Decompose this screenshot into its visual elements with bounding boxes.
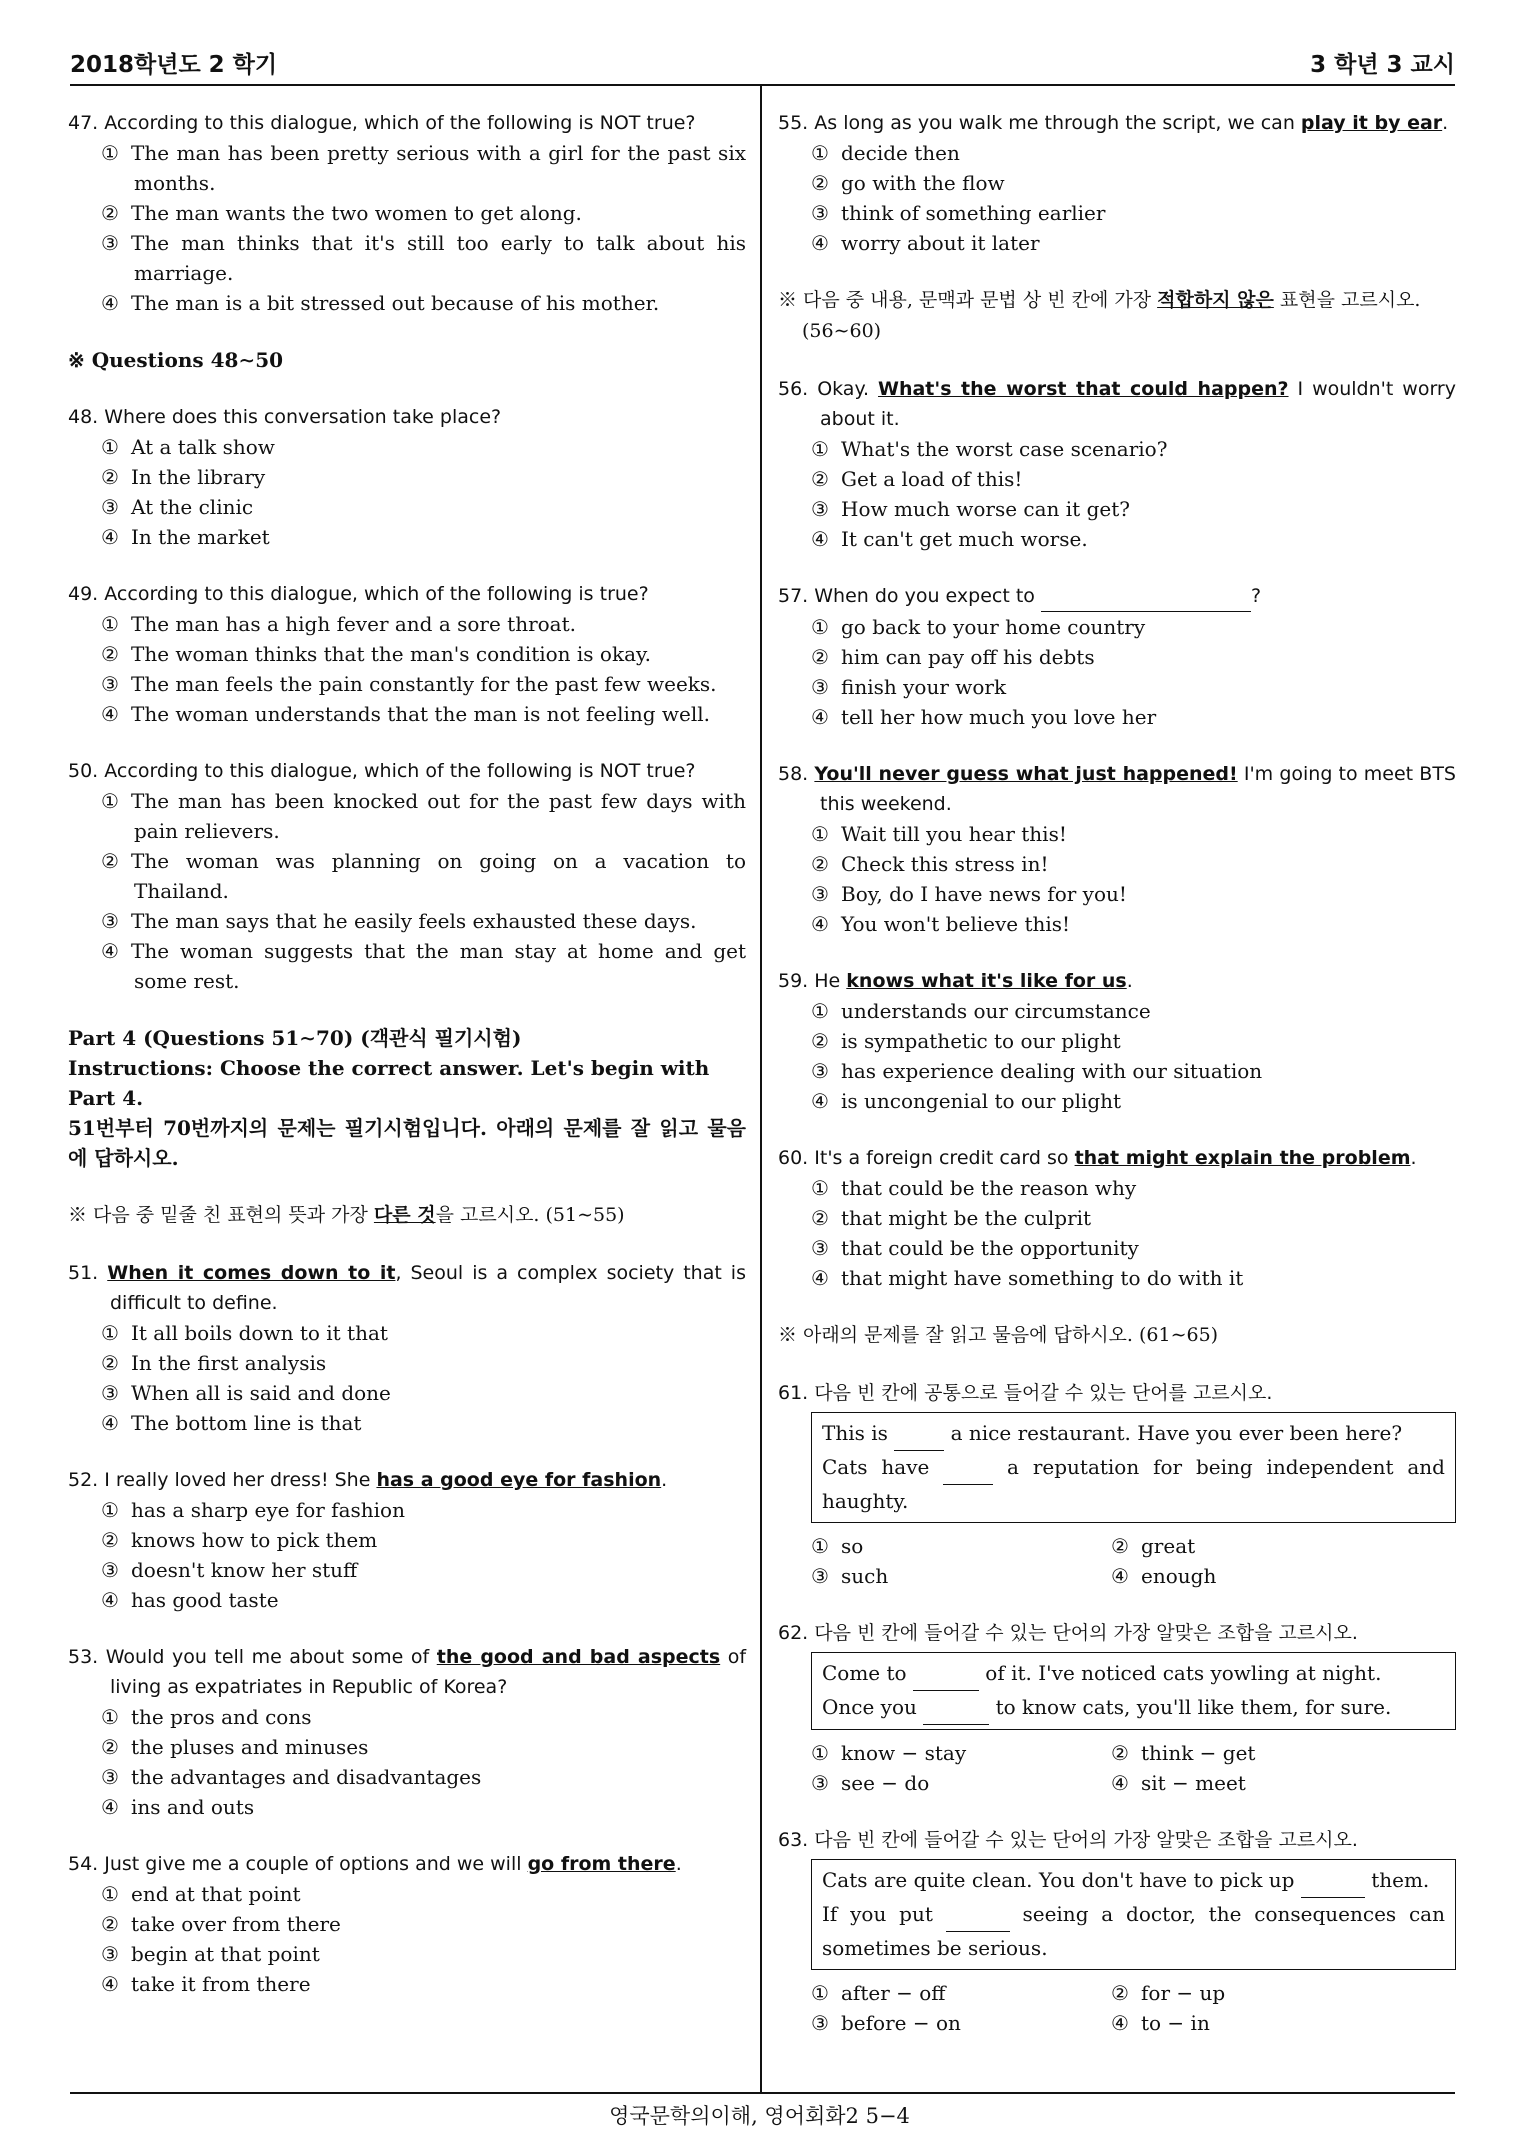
- question-50: 50. According to this dialogue, which of the following is NOT true? ① The man has been knocked out for the past few days with pain relievers. ② The woman was planning on going on a vacation to Thailand. ③ The man says that he easily feels exhausted these days. ④ The woman suggests that the man stay at home and get some rest.: [68, 756, 746, 996]
- grade-period-label: 3 학년 3 교시: [1310, 52, 1455, 78]
- question-63: 63. 다음 빈 칸에 들어갈 수 있는 단어의 가장 알맞은 조합을 고르시오. Cats are quite clean. You don't have to pick up them. If you put seeing a doctor, the consequences can sometimes be serious. ① after − off ② for − up ③ before − on ④ to − in: [778, 1825, 1456, 2038]
- option[interactable]: ④ enough: [1111, 1564, 1217, 1588]
- question-47: 47. According to this dialogue, which of the following is NOT true? ① The man has been pretty serious with a girl for the past six months. ② The man wants the two women to get along. ③ The man thinks that it's still too early to talk about his marriage. ④ The man is a bit stressed out because of his mother.: [68, 108, 746, 318]
- option[interactable]: ① It all boils down to it that: [101, 1321, 388, 1345]
- option-grid: [811, 1978, 1456, 2038]
- option[interactable]: ① What's the worst case scenario?: [811, 437, 1168, 461]
- option[interactable]: ④ The woman suggests that the man stay at home and get some rest.: [101, 939, 746, 993]
- page-header: [70, 38, 1455, 82]
- option-grid: [811, 1531, 1456, 1591]
- part4-instructions: [68, 1023, 746, 1173]
- question-52: 52. I really loved her dress! She has a good eye for fashion. ① has a sharp eye for fashion ② knows how to pick them ③ doesn't know her stuff ④ has good taste: [68, 1465, 746, 1615]
- option[interactable]: ① Wait till you hear this!: [811, 822, 1067, 846]
- option[interactable]: ③ The man feels the pain constantly for the past few weeks.: [101, 672, 717, 696]
- option-grid: [811, 1738, 1456, 1798]
- option[interactable]: ② Get a load of this!: [811, 467, 1023, 491]
- option[interactable]: ② that might be the culprit: [811, 1206, 1092, 1230]
- option[interactable]: ① go back to your home country: [811, 615, 1146, 639]
- option[interactable]: ③ has experience dealing with our situation: [811, 1059, 1263, 1083]
- option[interactable]: ① has a sharp eye for fashion: [101, 1498, 405, 1522]
- option[interactable]: ③ the advantages and disadvantages: [101, 1765, 482, 1789]
- option[interactable]: ④ take it from there: [101, 1972, 311, 1996]
- sentence-box: Cats are quite clean. You don't have to pick up them. If you put seeing a doctor, the consequences can sometimes be serious.: [811, 1859, 1456, 1970]
- option[interactable]: ② The woman thinks that the man's condition is okay.: [101, 642, 652, 666]
- option[interactable]: ④ tell her how much you love her: [811, 705, 1157, 729]
- option[interactable]: ① The man has a high fever and a sore throat.: [101, 612, 576, 636]
- option[interactable]: ③ At the clinic: [101, 495, 254, 519]
- option[interactable]: ① the pros and cons: [101, 1705, 312, 1729]
- option[interactable]: ④ to − in: [1111, 2011, 1210, 2035]
- option[interactable]: ① understands our circumstance: [811, 999, 1151, 1023]
- option[interactable]: ② the pluses and minuses: [101, 1735, 369, 1759]
- option[interactable]: ③ When all is said and done: [101, 1381, 391, 1405]
- option[interactable]: ③ finish your work: [811, 675, 1007, 699]
- answer-blank: [1301, 1864, 1365, 1898]
- option[interactable]: ② In the first analysis: [101, 1351, 327, 1375]
- option[interactable]: ③ The man thinks that it's still too early to talk about his marriage.: [101, 231, 746, 285]
- questions-51-55-note: ※ 다음 중 밑줄 친 표현의 뜻과 가장 다른 것을 고르시오. (51∼55): [68, 1204, 625, 1226]
- question-57: 57. When do you expect to ? ① go back to your home country ② him can pay off his debts ③ finish your work ④ tell her how much you love her: [778, 581, 1456, 732]
- option[interactable]: ② take over from there: [101, 1912, 341, 1936]
- option[interactable]: ① decide then: [811, 141, 960, 165]
- option[interactable]: ③ that could be the opportunity: [811, 1236, 1139, 1260]
- part4-korean-instructions: 51번부터 70번까지의 문제는 필기시험입니다. 아래의 문제를 잘 읽고 물음에 답하시오.: [68, 1116, 746, 1170]
- sentence-box: This is a nice restaurant. Have you ever been here? Cats have a reputation for being independent and haughty.: [811, 1412, 1456, 1523]
- question-55: 55. As long as you walk me through the script, we can play it by ear. ① decide then ② go with the flow ③ think of something earlier ④ worry about it later: [778, 108, 1456, 258]
- question-56: 56. Okay. What's the worst that could happen? I wouldn't worry about it. ① What's the worst case scenario? ② Get a load of this! ③ How much worse can it get? ④ It can't get much worse.: [778, 374, 1456, 554]
- option[interactable]: ③ think of something earlier: [811, 201, 1106, 225]
- option[interactable]: ① The man has been knocked out for the past few days with pain relievers.: [101, 789, 746, 843]
- left-column: [68, 108, 746, 2026]
- option[interactable]: ② is sympathetic to our plight: [811, 1029, 1121, 1053]
- option[interactable]: ① after − off: [811, 1981, 946, 2005]
- option[interactable]: ② The man wants the two women to get along.: [101, 201, 582, 225]
- option[interactable]: ② think − get: [1111, 1741, 1256, 1765]
- questions-61-65-note: ※ 아래의 문제를 잘 읽고 물음에 답하시오. (61∼65): [778, 1324, 1219, 1346]
- option[interactable]: ① know − stay: [811, 1741, 967, 1765]
- option[interactable]: ④ sit − meet: [1111, 1771, 1246, 1795]
- option[interactable]: ② knows how to pick them: [101, 1528, 378, 1552]
- option[interactable]: ④ ins and outs: [101, 1795, 255, 1819]
- part4-english-instructions: Instructions: Choose the correct answer. Let's begin with Part 4.: [68, 1056, 710, 1110]
- option[interactable]: ③ Boy, do I have news for you!: [811, 882, 1127, 906]
- option[interactable]: ② go with the flow: [811, 171, 1005, 195]
- question-61: 61. 다음 빈 칸에 공통으로 들어갈 수 있는 단어를 고르시오. This is a nice restaurant. Have you ever been here? Cats have a reputation for being independent and haughty. ① so ② great ③ such ④ enough: [778, 1378, 1456, 1591]
- option[interactable]: ② The woman was planning on going on a vacation to Thailand.: [101, 849, 746, 903]
- question-62: 62. 다음 빈 칸에 들어갈 수 있는 단어의 가장 알맞은 조합을 고르시오. Come to of it. I've noticed cats yowling at night. Once you to know cats, you'll like them, for sure. ① know − stay ② think − get ③ see − do ④ sit − meet: [778, 1618, 1456, 1798]
- question-60: 60. It's a foreign credit card so that might explain the problem. ① that could be the reason why ② that might be the culprit ③ that could be the opportunity ④ that might have something to do with it: [778, 1143, 1456, 1293]
- answer-blank: [923, 1691, 989, 1725]
- answer-blank: [946, 1898, 1010, 1932]
- question-51: 51. When it comes down to it, Seoul is a complex society that is difficult to define. ① It all boils down to it that ② In the first analysis ③ When all is said and done ④ The bottom line is that: [68, 1258, 746, 1438]
- sentence-box: Come to of it. I've noticed cats yowling at night. Once you to know cats, you'll like them, for sure.: [811, 1652, 1456, 1730]
- right-column: [778, 108, 1456, 2065]
- questions-48-50-note: ※ Questions 48∼50: [68, 348, 284, 372]
- header-rule: [70, 84, 1455, 86]
- option[interactable]: ④ The bottom line is that: [101, 1411, 362, 1435]
- answer-blank: [894, 1417, 944, 1451]
- option[interactable]: ① end at that point: [101, 1882, 301, 1906]
- column-divider: [760, 84, 762, 2092]
- option[interactable]: ① The man has been pretty serious with a girl for the past six months.: [101, 141, 746, 195]
- option[interactable]: ③ begin at that point: [101, 1942, 320, 1966]
- question-53: 53. Would you tell me about some of the good and bad aspects of living as expatriates in Republic of Korea? ① the pros and cons ② the pluses and minuses ③ the advantages and disadvantages ④ ins and outs: [68, 1642, 746, 1822]
- option[interactable]: ④ In the market: [101, 525, 270, 549]
- option[interactable]: ④ worry about it later: [811, 231, 1040, 255]
- answer-blank: [1041, 581, 1251, 612]
- questions-56-60-note: ※ 다음 중 내용, 문맥과 문법 상 빈 칸에 가장 적합하지 않은 표현을 고르시오. (56∼60): [778, 289, 1421, 342]
- option[interactable]: ③ before − on: [811, 2011, 961, 2035]
- semester-label: 2018학년도 2 학기: [70, 52, 278, 78]
- option[interactable]: ④ The man is a bit stressed out because of his mother.: [101, 291, 660, 315]
- option[interactable]: ④ that might have something to do with it: [811, 1266, 1244, 1290]
- option[interactable]: ④ The woman understands that the man is not feeling well.: [101, 702, 711, 726]
- option[interactable]: ④ is uncongenial to our plight: [811, 1089, 1122, 1113]
- option[interactable]: ④ You won't believe this!: [811, 912, 1071, 936]
- option[interactable]: ② him can pay off his debts: [811, 645, 1095, 669]
- option[interactable]: ① so: [811, 1534, 864, 1558]
- footer-rule: [70, 2092, 1455, 2094]
- option[interactable]: ② In the library: [101, 465, 266, 489]
- option[interactable]: ① that could be the reason why: [811, 1176, 1137, 1200]
- question-48: 48. Where does this conversation take place? ① At a talk show ② In the library ③ At the clinic ④ In the market: [68, 402, 746, 552]
- option[interactable]: ② Check this stress in!: [811, 852, 1049, 876]
- option[interactable]: ③ The man says that he easily feels exhausted these days.: [101, 909, 697, 933]
- option[interactable]: ③ doesn't know her stuff: [101, 1558, 358, 1582]
- option[interactable]: ④ has good taste: [101, 1588, 279, 1612]
- question-59: 59. He knows what it's like for us. ① understands our circumstance ② is sympathetic to our plight ③ has experience dealing with our situation ④ is uncongenial to our plight: [778, 966, 1456, 1116]
- option[interactable]: ② great: [1111, 1534, 1196, 1558]
- option[interactable]: ④ It can't get much worse.: [811, 527, 1088, 551]
- option[interactable]: ③ see − do: [811, 1771, 930, 1795]
- question-54: 54. Just give me a couple of options and we will go from there. ① end at that point ② take over from there ③ begin at that point ④ take it from there: [68, 1849, 746, 1999]
- answer-blank: [913, 1657, 979, 1691]
- question-49: 49. According to this dialogue, which of the following is true? ① The man has a high fever and a sore throat. ② The woman thinks that the man's condition is okay. ③ The man feels the pain constantly for the past few weeks. ④ The woman understands that the man is not feeling well.: [68, 579, 746, 729]
- part4-title: Part 4 (Questions 51∼70) (객관식 필기시험): [68, 1026, 522, 1050]
- page-footer: 영국문학의이해, 영어회화2 5−4: [609, 2104, 910, 2128]
- option[interactable]: ③ How much worse can it get?: [811, 497, 1130, 521]
- option[interactable]: ① At a talk show: [101, 435, 275, 459]
- option[interactable]: ③ such: [811, 1564, 889, 1588]
- option[interactable]: ② for − up: [1111, 1981, 1226, 2005]
- answer-blank: [943, 1451, 993, 1485]
- question-58: 58. You'll never guess what just happened! I'm going to meet BTS this weekend. ① Wait till you hear this! ② Check this stress in! ③ Boy, do I have news for you! ④ You won't believe this!: [778, 759, 1456, 939]
